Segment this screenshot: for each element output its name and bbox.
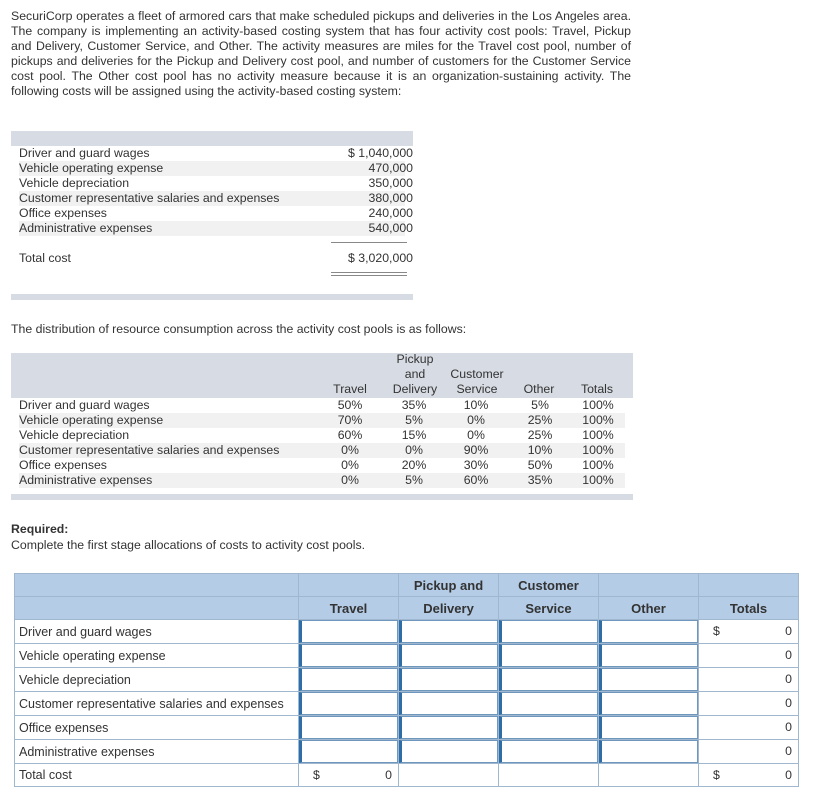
travel-total-value: 0 xyxy=(385,768,392,782)
customer-cell xyxy=(499,740,599,764)
cost-value: $ 1,040,000 xyxy=(348,146,413,160)
header-pickup-line1: Pickup xyxy=(396,352,434,366)
dist-label: Vehicle depreciation xyxy=(19,428,130,442)
dist-other: 35% xyxy=(527,473,553,487)
allocation-row-label: Driver and guard wages xyxy=(15,620,299,644)
allocation-row-label: Administrative expenses xyxy=(15,740,299,764)
dist-customer: 90% xyxy=(463,443,489,457)
other-input[interactable] xyxy=(599,740,698,763)
dist-totals: 100% xyxy=(582,473,614,487)
cost-row xyxy=(19,176,413,191)
pickup-total-cell xyxy=(399,764,499,787)
dist-other: 5% xyxy=(531,398,549,412)
row-total-value: 0 xyxy=(785,672,792,686)
distribution-row xyxy=(19,443,625,458)
dist-customer: 60% xyxy=(463,473,489,487)
allocation-row-label: Vehicle depreciation xyxy=(15,668,299,692)
pickup-cell xyxy=(399,740,499,764)
header-other: Other xyxy=(599,597,699,620)
header-customer-line2: Service xyxy=(456,382,498,396)
row-total-cell xyxy=(699,692,799,716)
dist-totals: 100% xyxy=(582,428,614,442)
pickup-cell xyxy=(399,716,499,740)
header-totals: Totals xyxy=(699,597,799,620)
cost-value: 380,000 xyxy=(368,191,413,205)
dist-other: 50% xyxy=(527,458,553,472)
cost-row xyxy=(19,146,413,161)
row-total-cell xyxy=(699,740,799,764)
total-cost-label: Total cost xyxy=(15,764,299,787)
cost-value: 350,000 xyxy=(368,176,413,190)
row-total-value: 0 xyxy=(785,696,792,710)
allocation-row xyxy=(15,692,799,716)
dist-travel: 0% xyxy=(341,443,359,457)
dist-travel: 0% xyxy=(341,473,359,487)
cost-row xyxy=(19,221,413,236)
dist-totals: 100% xyxy=(582,413,614,427)
header-travel: Travel xyxy=(299,597,399,620)
distribution-intro: The distribution of resource consumption across the activity cost pools is as follows: xyxy=(11,322,467,336)
cost-row xyxy=(19,161,413,176)
header-customer-line2: Service xyxy=(499,597,599,620)
cost-label: Driver and guard wages xyxy=(19,146,150,160)
dist-pickup: 5% xyxy=(405,413,423,427)
allocation-row xyxy=(15,716,799,740)
pickup-cell xyxy=(399,692,499,716)
other-input[interactable] xyxy=(599,620,698,643)
travel-input[interactable] xyxy=(299,716,398,739)
dist-customer: 0% xyxy=(467,413,485,427)
required-text: Complete the first stage allocations of costs to activity cost pools. xyxy=(11,538,366,552)
distribution-row xyxy=(19,413,625,428)
dist-travel: 0% xyxy=(341,458,359,472)
cost-label: Customer representative salaries and expenses xyxy=(19,191,280,205)
row-total-cell xyxy=(699,620,799,644)
total-cost-row xyxy=(19,251,413,266)
other-input[interactable] xyxy=(599,716,698,739)
dollar-sign: $ xyxy=(713,624,720,638)
dist-customer: 10% xyxy=(463,398,489,412)
other-cell xyxy=(599,716,699,740)
row-total-value: 0 xyxy=(785,720,792,734)
dist-customer: 0% xyxy=(467,428,485,442)
pickup-delivery-input[interactable] xyxy=(399,620,498,643)
dist-pickup: 35% xyxy=(401,398,427,412)
cost-row xyxy=(19,191,413,206)
dist-label: Vehicle operating expense xyxy=(19,413,164,427)
customer-cell xyxy=(499,644,599,668)
dist-label: Office expenses xyxy=(19,458,107,472)
dist-totals: 100% xyxy=(582,398,614,412)
header-pickup-line1: Pickup and xyxy=(399,574,499,597)
other-total-cell xyxy=(599,764,699,787)
travel-input[interactable] xyxy=(299,692,398,715)
total-rule-1 xyxy=(331,272,407,273)
subtotal-rule xyxy=(331,242,407,243)
customer-cell xyxy=(499,692,599,716)
row-total-value: 0 xyxy=(785,624,792,638)
customer-service-input[interactable] xyxy=(499,620,598,643)
other-cell xyxy=(599,668,699,692)
allocation-row xyxy=(15,620,799,644)
cost-row xyxy=(19,206,413,221)
allocation-row-label: Office expenses xyxy=(15,716,299,740)
total-rule-2 xyxy=(331,275,407,276)
distribution-header xyxy=(11,353,633,398)
cost-label: Vehicle depreciation xyxy=(19,176,130,190)
customer-service-input[interactable] xyxy=(499,644,598,667)
travel-input[interactable] xyxy=(299,740,398,763)
other-cell xyxy=(599,740,699,764)
dist-pickup: 5% xyxy=(405,473,423,487)
distribution-table xyxy=(11,353,633,500)
cost-table xyxy=(11,131,413,300)
header-pickup-line3: Delivery xyxy=(392,382,438,396)
allocation-row-label: Vehicle operating expense xyxy=(15,644,299,668)
other-input[interactable] xyxy=(599,692,698,715)
dist-travel: 60% xyxy=(337,428,363,442)
other-input[interactable] xyxy=(599,644,698,667)
dist-other: 25% xyxy=(527,413,553,427)
required-section xyxy=(11,521,365,553)
allocation-header-row-2 xyxy=(15,597,799,620)
customer-cell xyxy=(499,716,599,740)
distribution-row xyxy=(19,458,625,473)
allocation-row-label: Customer representative salaries and expenses xyxy=(15,692,299,716)
other-cell xyxy=(599,620,699,644)
travel-cell xyxy=(299,644,399,668)
dollar-sign: $ xyxy=(713,768,720,782)
pickup-delivery-input[interactable] xyxy=(399,644,498,667)
cost-value: 540,000 xyxy=(368,221,413,235)
dist-totals: 100% xyxy=(582,458,614,472)
total-cost-label: Total cost xyxy=(19,251,71,265)
customer-service-input[interactable] xyxy=(499,716,598,739)
dist-other: 10% xyxy=(527,443,553,457)
row-total-value: 0 xyxy=(785,648,792,662)
dist-pickup: 15% xyxy=(401,428,427,442)
dist-other: 25% xyxy=(527,428,553,442)
pickup-delivery-input[interactable] xyxy=(399,716,498,739)
row-total-cell xyxy=(699,668,799,692)
dist-travel: 50% xyxy=(337,398,363,412)
cost-label: Office expenses xyxy=(19,206,107,220)
travel-total-cell xyxy=(299,764,399,787)
pickup-cell xyxy=(399,644,499,668)
header-customer-line1: Customer xyxy=(499,574,599,597)
customer-cell xyxy=(499,620,599,644)
header-customer-line1: Customer xyxy=(450,367,504,381)
travel-input[interactable] xyxy=(299,620,398,643)
other-cell xyxy=(599,692,699,716)
dist-label: Administrative expenses xyxy=(19,473,153,487)
customer-total-cell xyxy=(499,764,599,787)
other-cell xyxy=(599,644,699,668)
header-blank xyxy=(699,574,799,597)
allocation-row xyxy=(15,644,799,668)
total-cost-row xyxy=(15,764,799,787)
other-input[interactable] xyxy=(599,668,698,691)
travel-input[interactable] xyxy=(299,668,398,691)
travel-cell xyxy=(299,740,399,764)
header-blank xyxy=(599,574,699,597)
travel-input[interactable] xyxy=(299,644,398,667)
grand-total-value: 0 xyxy=(785,768,792,782)
row-total-cell xyxy=(699,644,799,668)
dist-pickup: 0% xyxy=(405,443,423,457)
allocation-row xyxy=(15,668,799,692)
header-totals: Totals xyxy=(580,382,614,396)
total-cost-value: $ 3,020,000 xyxy=(348,251,413,265)
problem-intro: SecuriCorp operates a fleet of armored cars that make scheduled pickups and deliveries in the Los Angeles area. The company is implementing an activity-based costing system that has four activity cost pools: Travel, Pickup and Delivery, Customer Service, and Other. The activity measures are miles for the Travel cost pool, number of pickups and deliveries for the Pickup and Delivery cost pool, and number of customers for the Customer Service cost pool. The Other cost pool has no activity measure because it is an organization-sustaining activity. The following costs will be assigned using the activity-based costing system: xyxy=(11,9,631,98)
required-title: Required: xyxy=(11,522,69,536)
travel-cell xyxy=(299,716,399,740)
header-other: Other xyxy=(523,382,555,396)
header-blank xyxy=(15,574,299,597)
header-blank xyxy=(15,597,299,620)
header-pickup-line2: Delivery xyxy=(399,597,499,620)
dist-pickup: 20% xyxy=(401,458,427,472)
pickup-delivery-input[interactable] xyxy=(399,692,498,715)
distribution-row xyxy=(19,428,625,443)
customer-service-input[interactable] xyxy=(499,740,598,763)
dist-label: Customer representative salaries and expenses xyxy=(19,443,280,457)
pickup-delivery-input[interactable] xyxy=(399,740,498,763)
allocation-header-row-1 xyxy=(15,574,799,597)
distribution-row xyxy=(19,473,625,488)
dist-totals: 100% xyxy=(582,443,614,457)
dollar-sign: $ xyxy=(313,768,320,782)
customer-service-input[interactable] xyxy=(499,668,598,691)
dist-customer: 30% xyxy=(463,458,489,472)
header-travel: Travel xyxy=(333,382,367,396)
cost-label: Administrative expenses xyxy=(19,221,153,235)
cost-label: Vehicle operating expense xyxy=(19,161,164,175)
travel-cell xyxy=(299,620,399,644)
dist-travel: 70% xyxy=(337,413,363,427)
customer-cell xyxy=(499,668,599,692)
travel-cell xyxy=(299,692,399,716)
allocation-row xyxy=(15,740,799,764)
cost-value: 470,000 xyxy=(368,161,413,175)
grand-total-cell xyxy=(699,764,799,787)
cost-value: 240,000 xyxy=(368,206,413,220)
customer-service-input[interactable] xyxy=(499,692,598,715)
row-total-value: 0 xyxy=(785,744,792,758)
header-blank xyxy=(299,574,399,597)
row-total-cell xyxy=(699,716,799,740)
pickup-cell xyxy=(399,620,499,644)
pickup-cell xyxy=(399,668,499,692)
allocation-table xyxy=(14,573,799,787)
pickup-delivery-input[interactable] xyxy=(399,668,498,691)
travel-cell xyxy=(299,668,399,692)
dist-label: Driver and guard wages xyxy=(19,398,150,412)
header-pickup-line2: and xyxy=(404,367,426,381)
distribution-row xyxy=(19,398,625,413)
